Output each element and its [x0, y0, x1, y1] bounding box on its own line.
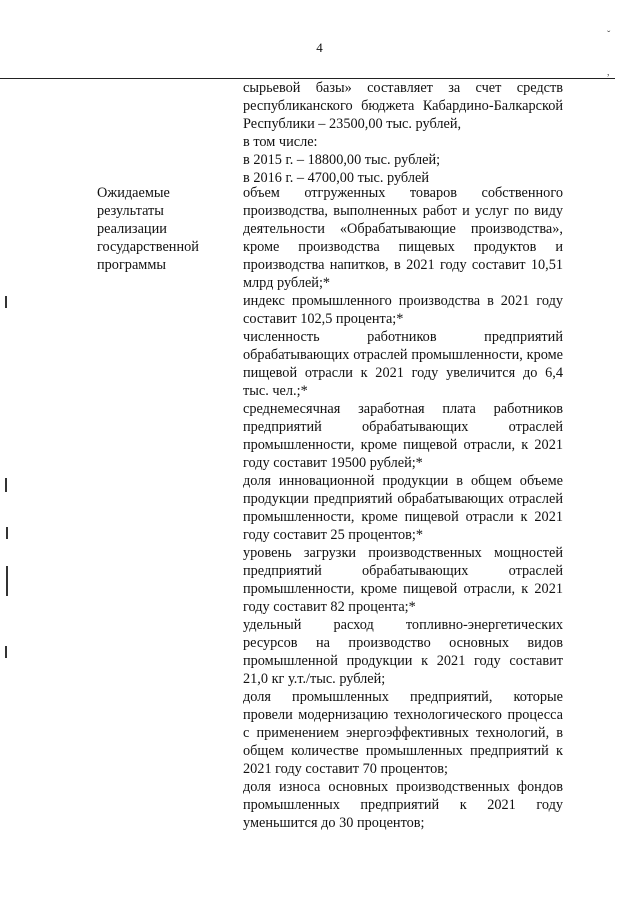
result-production-index: индекс промышленного производства в 2021 году составит 102,5 процента;* [243, 293, 563, 327]
results-label-line: реализации [97, 221, 167, 237]
scan-margin-mark [5, 646, 7, 658]
result-employee-count: численность работников предприятий обрабатывающих отраслей промышленности, кроме пищевой отрасли к 2021 году увеличится до 6,4 тыс. чел.;* [243, 329, 563, 399]
results-label [97, 184, 237, 274]
results-label-line: программы [97, 257, 167, 273]
page-number: 4 [316, 40, 323, 55]
funding-year-2015: в 2015 г. – 18800,00 тыс. рублей; [243, 152, 441, 168]
result-shipped-goods: объем отгруженных товаров собственного производства, выполненных работ и услуг по виду деятельности «Обрабатывающие производства», кроме производства пищевых продуктов и производства напитков, в 2021 году составит 10,51 млрд рублей;* [243, 185, 563, 291]
results-label-line: Ожидаемые [97, 185, 170, 201]
result-capacity-utilization: уровень загрузки производственных мощностей предприятий обрабатывающих отраслей промышленности, кроме пищевой отрасли, к 2021 году составит 82 процента;* [243, 545, 563, 615]
scan-margin-mark [6, 566, 8, 596]
result-modernized-share: доля промышленных предприятий, которые провели модернизацию технологического процесса с применением энергоэффективных технологий, в общем количестве промышленных предприятий к 2021 году составит 70 процентов; [243, 689, 563, 777]
funding-continuation [243, 79, 563, 187]
result-asset-wear: доля износа основных производственных фондов промышленных предприятий к 2021 году уменьшится до 30 процентов; [243, 779, 563, 831]
scan-margin-mark [5, 478, 7, 492]
scan-margin-mark [5, 296, 7, 308]
result-energy-consumption: удельный расход топливно-энергетических ресурсов на производство основных видов промышленной продукции к 2021 году составит 21,0 кг у.т./тыс. рублей; [243, 617, 563, 687]
in-total-label: в том числе: [243, 134, 318, 150]
results-label-line: результаты [97, 203, 164, 219]
scan-mark: ˇ [607, 30, 611, 41]
results-label-line: государственной [97, 239, 199, 255]
results-list [243, 184, 563, 832]
scan-margin-mark [6, 527, 8, 539]
result-innovative-share: доля инновационной продукции в общем объеме продукции предприятий обрабатывающих отраслей промышленности, кроме пищевой отрасли к 2021 году составит 25 процентов;* [243, 473, 563, 543]
funding-text: сырьевой базы» составляет за счет средств республиканского бюджета Кабардино-Балкарской Республики – 23500,00 тыс. рублей, [243, 80, 563, 132]
result-average-salary: среднемесячная заработная плата работников предприятий обрабатывающих отраслей промышленности, кроме пищевой отрасли, к 2021 году составит 19500 рублей;* [243, 401, 563, 471]
scan-mark: , [607, 67, 610, 78]
funding-year-2016: в 2016 г. – 4700,00 тыс. рублей [243, 170, 429, 186]
